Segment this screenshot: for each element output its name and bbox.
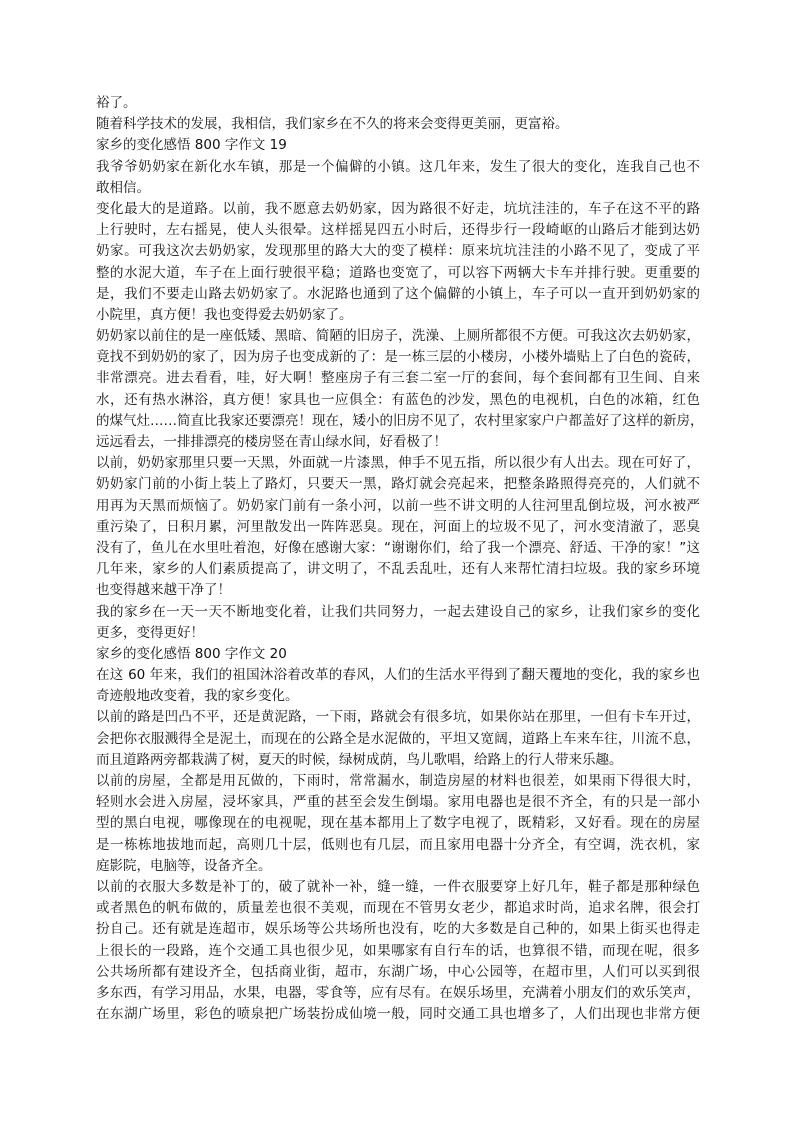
text-line: 水，还有热水淋浴，真方便！家具也一应俱全：有蓝色的沙发，黑色的电视机，白色的冰箱，红色	[96, 391, 700, 408]
text-line: 奶家。可我这次去奶奶家，发现那里的路大大的变了模样：原来坑坑洼洼的小路不见了，变成了平	[96, 243, 700, 260]
text-line: 远远看去，一排排漂亮的楼房竖在青山绿水间，好看极了！	[96, 434, 447, 450]
text-line: 在东湖广场里，彩色的喷泉把广场装扮成仙境一般，同时交通工具也增多了，人们出现也非常方便	[96, 1006, 700, 1023]
text-line: 以前的路是凹凸不平，还是黄泥路，一下雨，路就会有很多坑，如果你站在那里，一但有卡车开过，	[96, 709, 700, 726]
text-line: 轻则水会进入房屋，浸坏家具，严重的甚至会发生倒塌。家用电器也是很不齐全，有的只是一部小	[96, 794, 700, 811]
text-line: 上很长的一段路，连个交通工具也很少见，如果哪家有自行车的话，也算很不错，而现在呢，很多	[96, 942, 700, 959]
text-line: 重污染了，日积月累，河里散发出一阵阵恶臭。现在，河面上的垃圾不见了，河水变清澈了，恶臭	[96, 518, 700, 535]
text-line: 没有了，鱼儿在水里吐着泡，好像在感谢大家：“谢谢你们，给了我一个漂亮、舒适、干净的家！”这	[96, 539, 700, 556]
text-line: 上行驶时，左右摇晃，使人头很晕。这样摇晃四五小时后，还得步行一段崎岖的山路后才能到达奶	[96, 222, 700, 239]
text-line: 以前的房屋，全都是用瓦做的，下雨时，常常漏水，制造房屋的材料也很差，如果雨下得很大时，	[96, 773, 700, 789]
text-line: 裕了。	[96, 95, 137, 111]
text-line: 整的水泥大道，车子在上面行驶很平稳；道路也变宽了，可以容下两辆大卡车并排行驶。更重要的	[96, 264, 700, 281]
text-line: 以前的衣服大多数是补丁的，破了就补一补，缝一缝，一件衣服要穿上好几年，鞋子都是那种绿色	[96, 878, 700, 895]
text-line: 扮自己。还有就是连超市，娱乐场等公共场所也没有，吃的大多数是自己种的，如果上街买也得走	[96, 921, 700, 938]
text-line: 或者黑色的帆布做的，质量差也很不美观，而现在不管男女老少，都追求时尚，追求名牌，很会打	[96, 900, 700, 917]
text-line: 以前，奶奶家那里只要一天黑，外面就一片漆黑，伸手不见五指，所以很少有人出去。现在可好了，	[96, 455, 700, 472]
text-line: 在这 60 年来，我们的祖国沐浴着改革的春风，人们的生活水平得到了翻天覆地的变化，我的家乡也	[96, 667, 700, 684]
text-line: 型的黑白电视，哪像现在的电视呢，现在基本都用上了数字电视了，既精彩，又好看。现在的房屋	[96, 815, 700, 832]
text-line: 我的家乡在一天一天不断地变化着，让我们共同努力，一起去建设自己的家乡，让我们家乡的变化	[96, 603, 700, 620]
text-line: 随着科学技术的发展，我相信，我们家乡在不久的将来会变得更美丽，更富裕。	[96, 116, 569, 133]
text-line: 而且道路两旁都栽满了树，夏天的时候，绿树成荫，鸟儿歌唱，给路上的行人带来乐趣。	[96, 751, 623, 768]
text-line: 几年来，家乡的人们素质提高了，讲文明了，不乱丢乱吐，还有人来帮忙清扫垃圾。我的家乡环境	[96, 561, 700, 578]
text-line: 奶奶家门前的小街上装上了路灯，只要天一黑，路灯就会亮起来，把整条路照得亮亮的，人们就不	[96, 476, 700, 493]
text-line: 公共场所都有建设齐全，包括商业街，超市，东湖广场，中心公园等，在超市里，人们可以买到很	[96, 963, 700, 980]
document-page	[96, 93, 704, 1025]
text-line: 用再为天黑而烦恼了。奶奶家门前有一条小河，以前一些不讲文明的人往河里乱倒垃圾，河水被严	[96, 497, 700, 514]
text-line: 会把你衣服溅得全是泥土，而现在的公路全是水泥做的，平坦又宽阔，道路上车来车往，川流不息，	[96, 730, 700, 747]
text-line: 多东西，有学习用品，水果，电器，零食等，应有尽有。在娱乐场里，充满着小朋友们的欢乐笑声，	[96, 984, 700, 1001]
text-line: 竟找不到奶奶的家了，因为房子也变成新的了：是一栋三层的小楼房，小楼外墙贴上了白色的瓷砖，	[96, 349, 700, 366]
text-line: 敢相信。	[96, 179, 150, 196]
text-line: 更多，变得更好！	[96, 624, 204, 641]
text-line: 庭影院，电脑等，设备齐全。	[96, 857, 272, 874]
text-line: 小院里，真方便！我也变得爱去奶奶家了。	[96, 306, 353, 323]
text-line: 也变得越来越干净了！	[96, 582, 231, 599]
text-line: 是，我们不要走山路去奶奶家了。水泥路也通到了这个偏僻的小镇上，车子可以一直开到奶奶家的	[96, 285, 700, 302]
text-line: 奇迹般地改变着，我的家乡变化。	[96, 688, 299, 705]
text-line: 的煤气灶……简直比我家还要漂亮！现在，矮小的旧房不见了，农村里家家户户都盖好了这样的新房，	[96, 412, 704, 429]
text-line: 是一栋栋地拔地而起，高则几十层，低则也有几层，而且家用电器十分齐全，有空调，洗衣机，家	[96, 836, 700, 853]
text-line: 非常漂亮。进去看看，哇，好大啊！整座房子有三套二室一厅的套间，每个套间都有卫生间、自来	[96, 370, 700, 387]
essay-heading: 家乡的变化感悟 800 字作文 20	[96, 645, 287, 662]
text-line: 我爷爷奶奶家在新化水车镇，那是一个偏僻的小镇。这几年来，发生了很大的变化，连我自己也不	[96, 158, 700, 175]
text-line: 奶奶家以前住的是一座低矮、黑暗、简陋的旧房子，洗澡、上厕所都很不方便。可我这次去奶奶家，	[96, 328, 700, 345]
text-line: 变化最大的是道路。以前，我不愿意去奶奶家，因为路很不好走，坑坑洼洼的，车子在这不平的路	[96, 200, 700, 217]
essay-heading: 家乡的变化感悟 800 字作文 19	[96, 137, 287, 154]
